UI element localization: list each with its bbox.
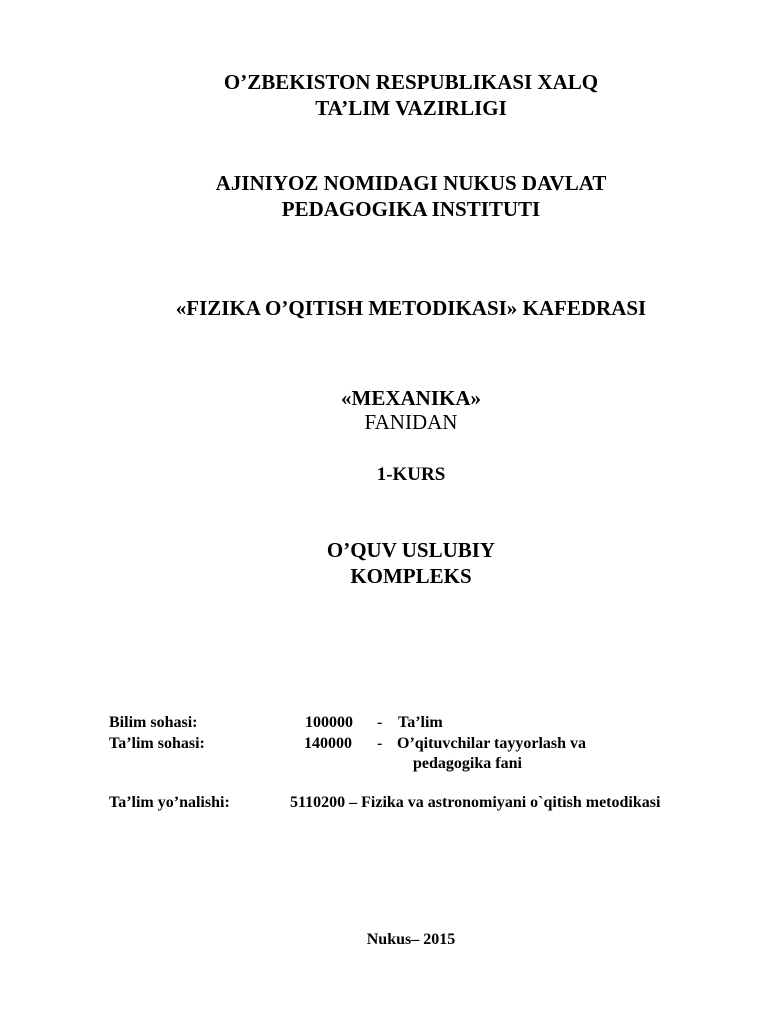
bilim-sohasi-label: Bilim sohasi: <box>109 714 198 731</box>
talim-sohasi-label: Ta’lim sohasi: <box>109 735 205 752</box>
talim-sohasi-row <box>109 735 709 755</box>
talim-yonalishi-label: Ta’lim yo’nalishi: <box>109 794 230 811</box>
talim-sohasi-desc-line2: pedagogika fani <box>413 755 522 772</box>
subject-name: «MEXANIKA» <box>341 386 481 410</box>
bilim-sohasi-row <box>109 714 709 734</box>
doc-type-line2: KOMPLEKS <box>350 564 472 588</box>
talim-sohasi-desc-line1: O’qituvchilar tayyorlash va <box>397 735 587 752</box>
department-title: «FIZIKA O’QITISH METODIKASI» KAFEDRASI <box>175 296 647 320</box>
subject-suffix: FANIDAN <box>364 410 458 434</box>
place-year: Nukus– 2015 <box>366 931 456 948</box>
ministry-title-line1: O’ZBEKISTON RESPUBLIKASI XALQ <box>223 70 599 94</box>
ministry-title-line2: TA’LIM VAZIRLIGI <box>315 96 507 120</box>
bilim-sohasi-dash: - <box>377 714 383 731</box>
talim-sohasi-dash: - <box>377 735 383 752</box>
talim-sohasi-code: 140000 <box>304 735 352 752</box>
bilim-sohasi-desc: Ta’lim <box>398 714 443 731</box>
talim-yonalishi-value: 5110200 – Fizika va astronomiyani o`qitish metodikasi <box>290 794 661 811</box>
course-label: 1-KURS <box>376 464 446 485</box>
institute-title-line1: AJINIYOZ NOMIDAGI NUKUS DAVLAT <box>215 171 607 195</box>
bilim-sohasi-code: 100000 <box>305 714 353 731</box>
institute-title-line2: PEDAGOGIKA INSTITUTI <box>281 197 541 221</box>
talim-yonalishi-row <box>109 794 749 814</box>
doc-type-line1: O’QUV USLUBIY <box>326 538 496 562</box>
